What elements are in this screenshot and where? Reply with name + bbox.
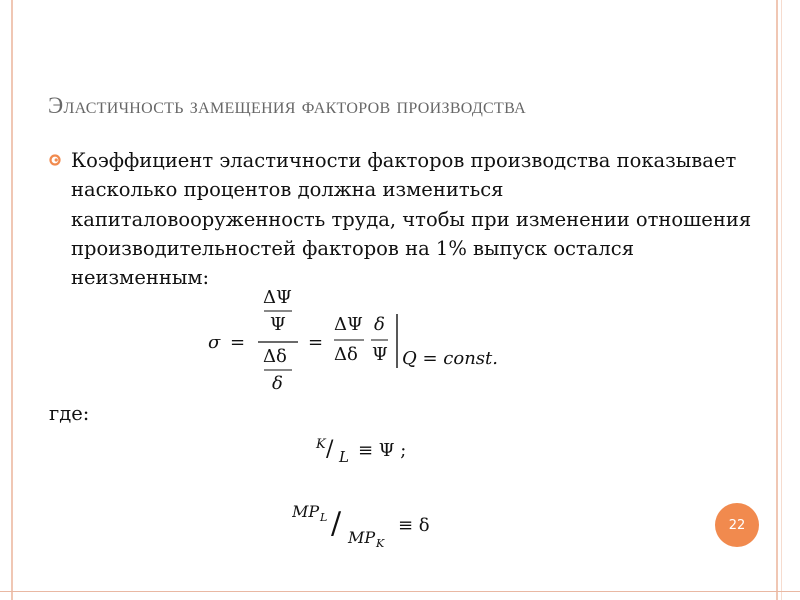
slide-frame-right	[776, 0, 778, 600]
slide-frame-left	[11, 0, 13, 600]
rhs-delta-psi: ΔΨ	[334, 314, 363, 335]
bottom-delta-delta: Δδ	[263, 346, 287, 367]
slide-frame-right-inner	[781, 0, 782, 600]
rhs-delta-delta: Δδ	[334, 344, 358, 365]
elasticity-formula	[208, 286, 548, 396]
condition-text: Q = const.	[402, 348, 498, 369]
ratio1-identity: ≡ Ψ ;	[358, 440, 407, 461]
where-label: где:	[49, 402, 90, 425]
slide-title: Эластичность замещения факторов производства	[48, 93, 526, 118]
top-psi: Ψ	[270, 314, 286, 335]
body-paragraph: Коэффициент эластичности факторов производства показывает насколько процентов должна измениться капиталовооруженность труда, чтобы при изменении отношения производительностей факторов на 1% выпуск остался неизменным:	[71, 149, 752, 290]
page-number: 22	[728, 517, 746, 533]
sigma-symbol: σ	[208, 332, 221, 353]
page-number-badge	[715, 503, 759, 547]
ratio1-slash: /	[326, 437, 334, 462]
rhs-psi: Ψ	[372, 344, 388, 365]
ratio2-identity: ≡ δ	[398, 515, 430, 536]
slide-frame-bottom	[0, 591, 800, 592]
top-delta-psi: ΔΨ	[263, 287, 292, 308]
ratio2-slash: /	[331, 506, 342, 541]
ratio2-numerator: MP	[292, 502, 320, 521]
ratio1-denominator: L	[339, 448, 349, 466]
ratio1-numerator: K	[316, 437, 326, 452]
ratio2-numerator-sub: L	[320, 511, 328, 524]
bullet-icon	[49, 154, 61, 166]
marginal-product-ratio-formula	[292, 493, 472, 553]
capital-labor-ratio-formula	[312, 428, 462, 472]
bottom-delta: δ	[272, 373, 283, 394]
ratio2-denominator-sub: K	[376, 537, 385, 550]
ratio2-denominator: MP	[348, 528, 376, 547]
equals-sign-1: =	[230, 332, 246, 353]
rhs-delta: δ	[374, 314, 385, 335]
equals-sign-2: =	[308, 332, 324, 353]
